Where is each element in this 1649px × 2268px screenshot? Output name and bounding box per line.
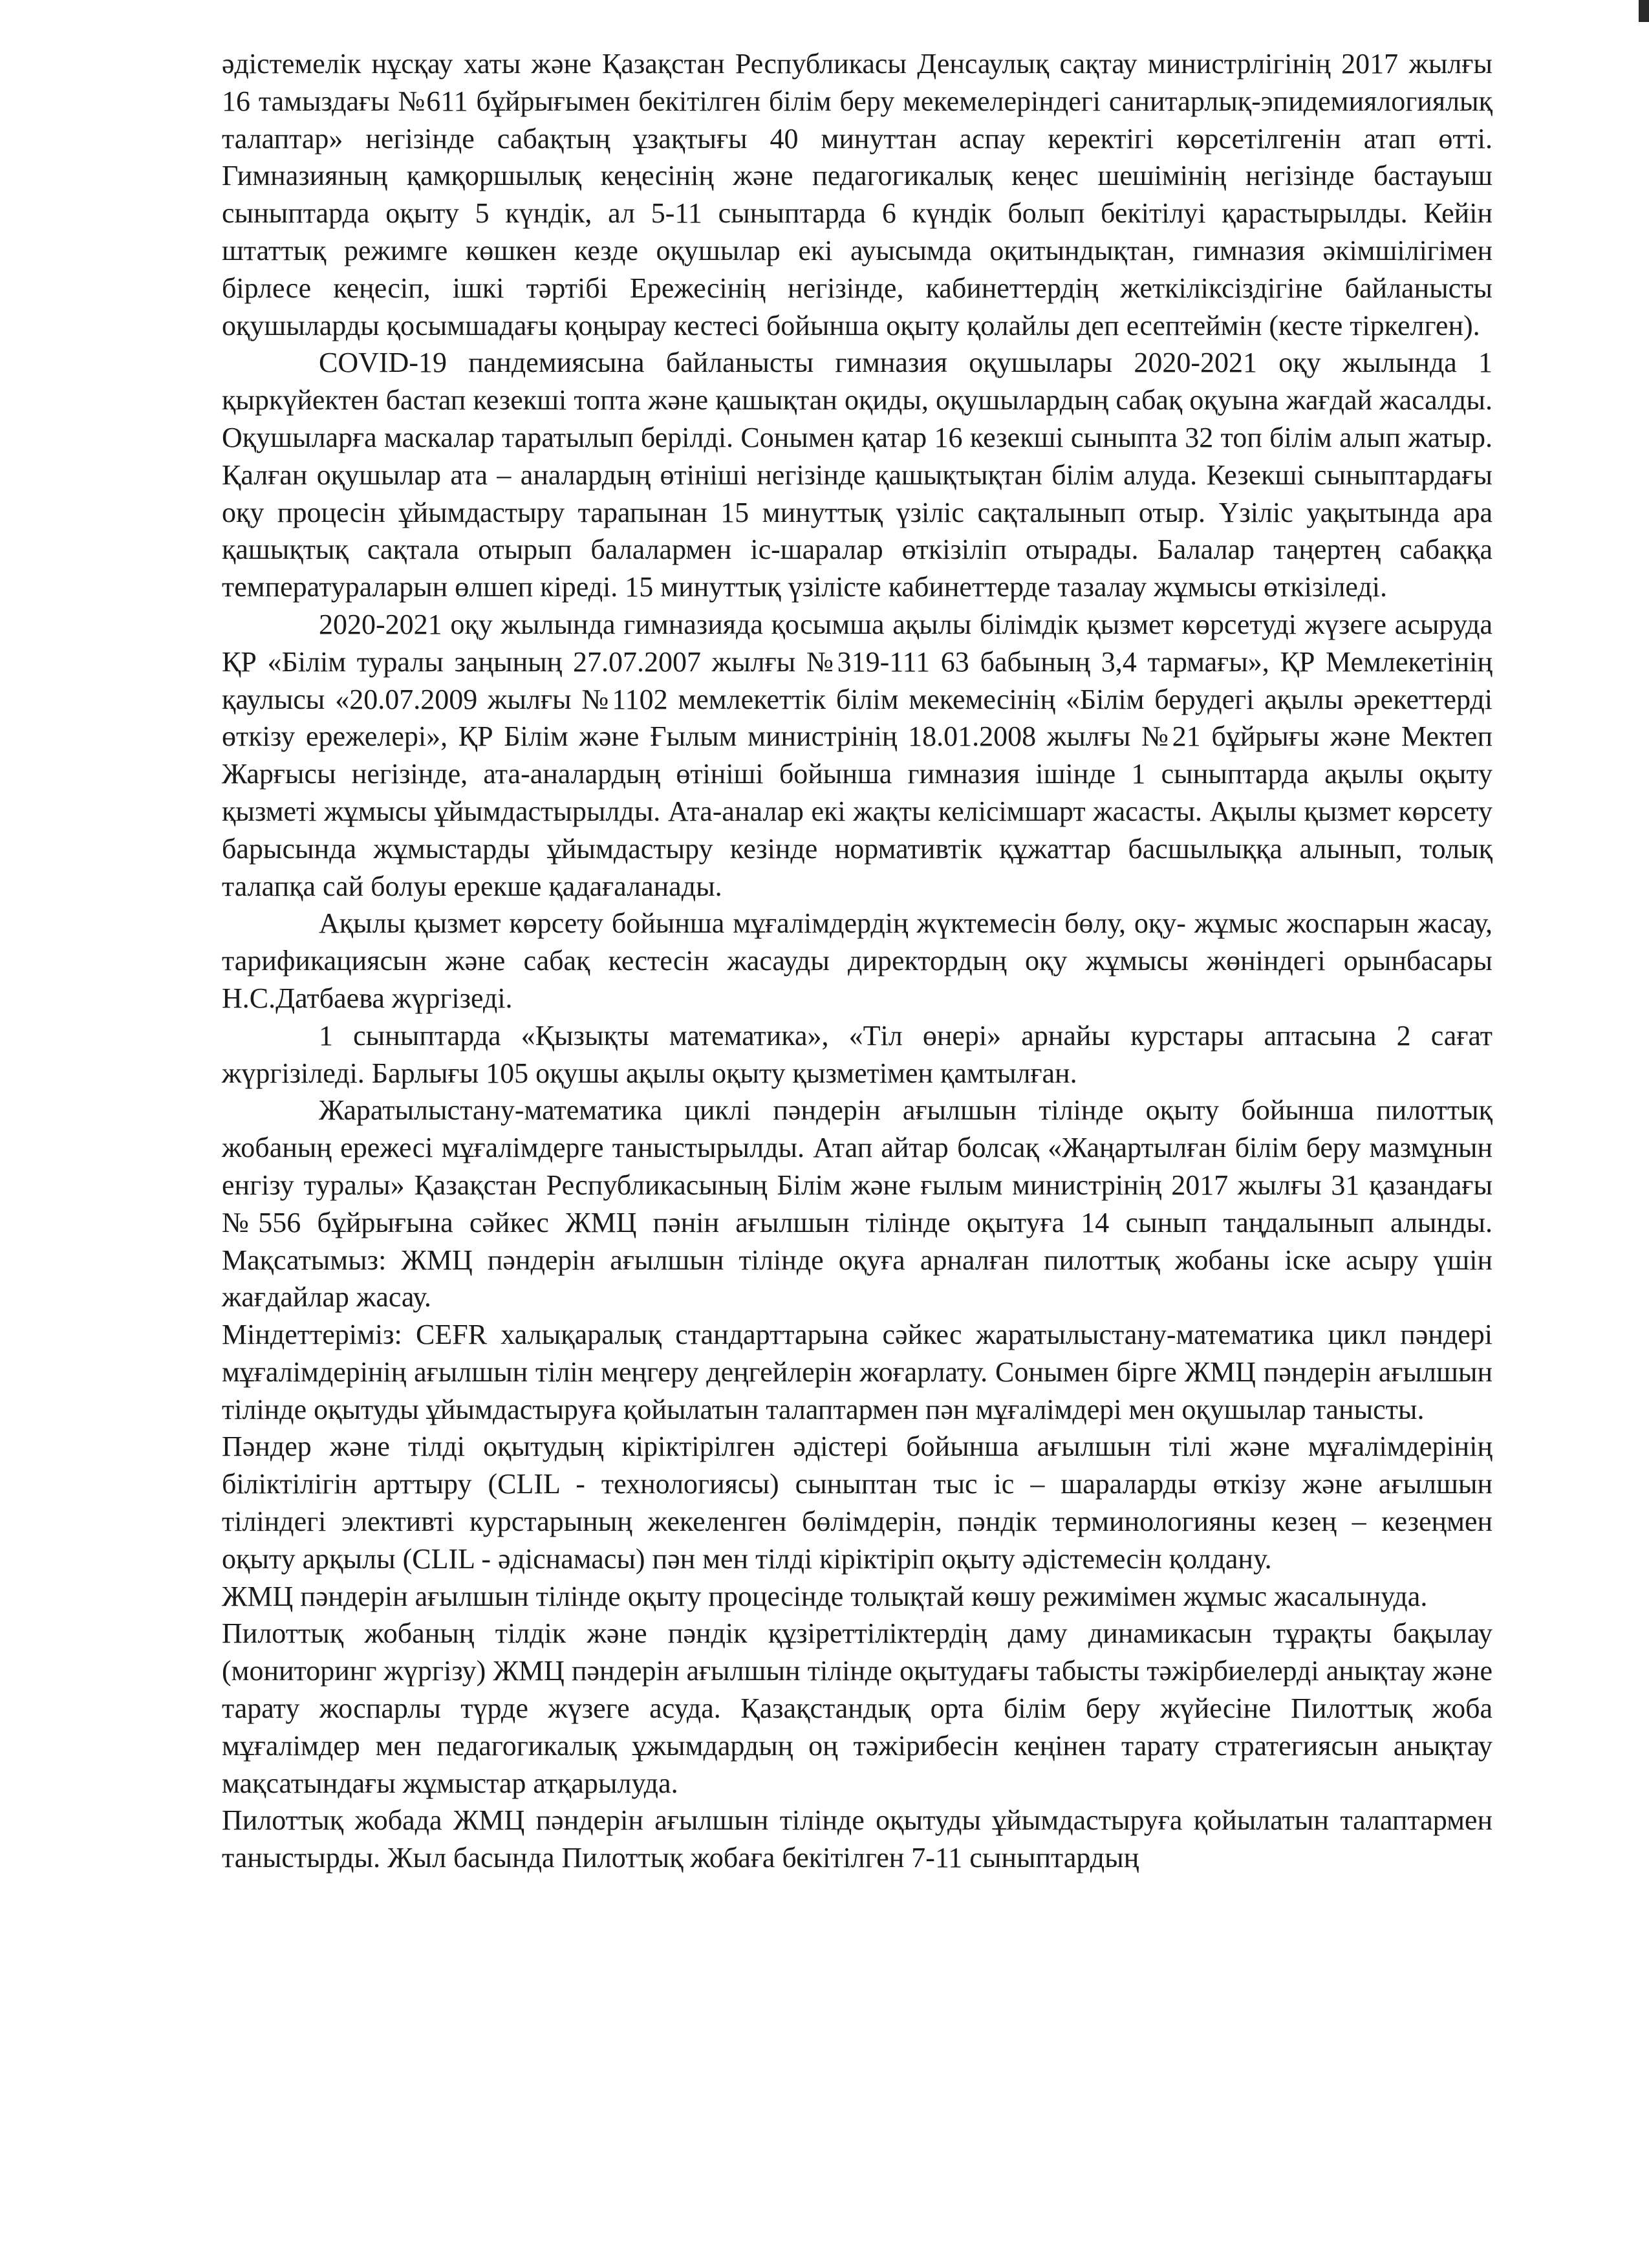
paragraph-11: Пилоттық жобада ЖМЦ пәндерін ағылшын тілінде оқытуды ұйымдастыруға қойылатын талаптармен таныстырды. Жыл басында Пилоттық жобаға бекітілген 7-11 сыныптардың bbox=[222, 1804, 1493, 1874]
paragraph-5: 1 сыныптарда «Қызықты математика», «Тіл өнері» арнайы курстары аптасына 2 сағат жүргізіледі. Барлығы 105 оқушы ақылы оқыту қызметімен қамтылған. bbox=[222, 1019, 1493, 1089]
paragraph-6: Жаратылыстану-математика циклі пәндерін ағылшын тілінде оқыту бойынша пилоттық жобаның ережесі мұғалімдерге таныстырылды. Атап айтар болсақ «Жаңартылған білім беру мазмұнын енгізу туралы» Қазақстан Республикасының Білім және ғылым министрінің 2017 жылғы 31 қазандағы №556 бұйрығына сәйкес ЖМЦ пәнін ағылшын тілінде оқытуға 14 сынып таңдалынып алынды. Мақсатымыз: ЖМЦ пәндерін ағылшын тілінде оқуға арналған пилоттық жобаны іске асыру үшін жағдайлар жасау. bbox=[222, 1094, 1493, 1313]
paragraph-1: әдістемелік нұсқау хаты және Қазақстан Республикасы Денсаулық сақтау министрлігінің 2017 жылғы 16 тамыздағы №611 бұйрығымен бекітілген білім беру мекемелеріндегі санитарлық-эпидемиялогиялық талаптар» негізінде сабақтың ұзақтығы 40 минуттан аспау керектігі көрсетілгенін атап өтті. Гимназияның қамқоршылық кеңесінің және педагогикалық кеңес шешімінің негізінде бастауыш сыныптарда оқыту 5 күндік, ал 5-11 сыныптарда 6 күндік болып бекітілуі қарастырылды. Кейін штаттық режимге көшкен кезде оқушылар екі ауысымда оқитындықтан, гимназия әкімшілігімен бірлесе кеңесіп, ішкі тәртібі Ережесінің негізінде, кабинеттердің жеткіліксіздігіне байланысты оқушыларды қосымшадағы қоңырау кестесі бойынша оқыту қолайлы деп есептеймін (кесте тіркелген). bbox=[222, 48, 1493, 341]
paragraph-9: ЖМЦ пәндерін ағылшын тілінде оқыту процесінде толықтай көшу режимімен жұмыс жасалынуда. bbox=[222, 1580, 1428, 1612]
document-page bbox=[222, 45, 1493, 1877]
paragraph-7: Міндеттеріміз: CEFR халықаралық стандарттарына сәйкес жаратылыстану-математика цикл пәндері мұғалімдерінің ағылшын тілін меңгеру деңгейлерін жоғарлату. Сонымен бірге ЖМЦ пәндерін ағылшын тілінде оқытуды ұйымдастыруға қойылатын талаптармен пән мұғалімдері мен оқушылар танысты. bbox=[222, 1319, 1493, 1425]
paragraph-10: Пилоттық жобаның тілдік және пәндік құзіреттіліктердің даму динамикасын тұрақты бақылау (мониторинг жүргізу) ЖМЦ пәндерін ағылшын тілінде оқытудағы табысты тәжірбиелерді анықтау және тарату жоспарлы түрде жүзеге асуда. Қазақстандық орта білім беру жүйесіне Пилоттық жоба мұғалімдер мен педагогикалық ұжымдардың оң тәжірибесін кеңінен тарату стратегиясын анықтау мақсатындағы жұмыстар атқарылуда. bbox=[222, 1617, 1493, 1799]
paragraph-8: Пәндер және тілді оқытудың кіріктірілген әдістері бойынша ағылшын тілі және мұғалімдерінің біліктілігін арттыру (CLIL - технологиясы) сыныптан тыс іс – шараларды өткізу және ағылшын тіліндегі элективті курстарының жекеленген бөлімдерін, пәндік терминологияны кезең – кезеңмен оқыту арқылы (CLIL - әдіснамасы) пән мен тілді кіріктіріп оқыту әдістемесін қолдану. bbox=[222, 1431, 1493, 1575]
paragraph-2: COVID-19 пандемиясына байланысты гимназия оқушылары 2020-2021 оқу жылында 1 қыркүйектен бастап кезекші топта және қашықтан оқиды, оқушылардың сабақ оқуына жағдай жасалды. Оқушыларға маскалар таратылып берілді. Сонымен қатар 16 кезекші сыныпта 32 топ білім алып жатыр. Қалған оқушылар ата – аналардың өтініші негізінде қашықтықтан білім алуда. Кезекші сыныптардағы оқу процесін ұйымдастыру тарапынан 15 минуттық үзіліс сақталынып отыр. Үзіліс уақытында ара қашықтық сақтала отырып балалармен іс-шаралар өткізіліп отырады. Балалар таңертең сабаққа температураларын өлшеп кіреді. 15 минуттық үзілісте кабинеттерде тазалау жұмысы өткізіледі. bbox=[222, 347, 1493, 603]
scan-edge-mark bbox=[1639, 0, 1649, 22]
paragraph-3: 2020-2021 оқу жылында гимназияда қосымша ақылы білімдік қызмет көрсетуді жүзеге асыруда ҚР «Білім туралы заңының 27.07.2007 жылғы №319-111 63 бабының 3,4 тармағы», ҚР Мемлекетінің қаулысы «20.07.2009 жылғы №1102 мемлекеттік білім мекемесінің «Білім берудегі ақылы әрекеттерді өткізу ережелері», ҚР Білім және Ғылым министрінің 18.01.2008 жылғы №21 бұйрығы және Мектеп Жарғысы негізінде, ата-аналардың өтініші бойынша гимназия ішінде 1 сыныптарда ақылы оқыту қызметі жұмысы ұйымдастырылды. Ата-аналар екі жақты келісімшарт жасасты. Ақылы қызмет көрсету барысында жұмыстарды ұйымдастыру кезінде нормативтік құжаттар басшылыққа алынып, толық талапқа сай болуы ерекше қадағаланады. bbox=[222, 608, 1493, 902]
paragraph-4: Ақылы қызмет көрсету бойынша мұғалімдердің жүктемесін бөлу, оқу- жұмыс жоспарын жасау, тарификациясын және сабақ кестесін жасауды директордың оқу жұмысы жөніндегі орынбасары Н.С.Датбаева жүргізеді. bbox=[222, 907, 1493, 1014]
